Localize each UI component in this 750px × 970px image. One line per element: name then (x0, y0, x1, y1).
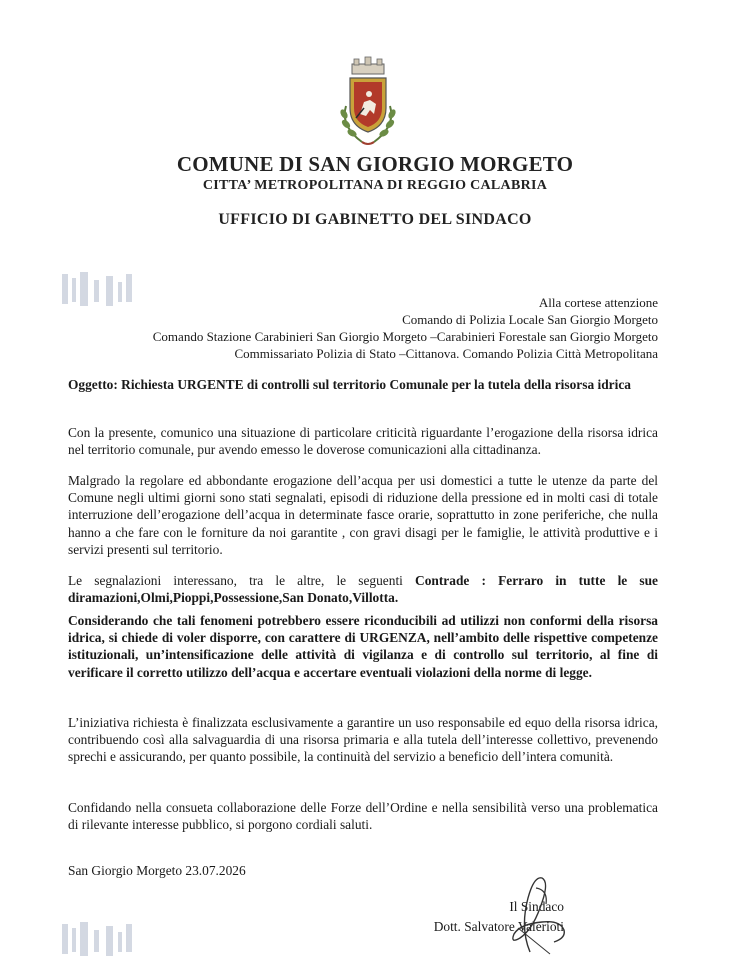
contrade-list: Contrade : Ferraro in tutte le sue diramazioni,Olmi,Pioppi,Possessione,San Donato,Villotta. (68, 573, 658, 606)
signature-name: Dott. Salvatore Valerioti (433, 919, 564, 934)
date-line: San Giorgio Morgeto 23.07.2026 (68, 863, 246, 878)
addressee-line: Comando Stazione Carabinieri San Giorgio Morgeto –Carabinieri Forestale san Giorgio Morgeto (152, 329, 658, 344)
citta-subtitle: CITTA’ METROPOLITANA DI REGGIO CALABRIA (202, 178, 548, 193)
request-paragraph: Considerando che tali fenomeni potrebbero essere riconducibili ad utilizzi non conformi della risorsa idrica, si chiede di voler disporre, con carattere di URGENZA, nell’ambito delle rispettive competenze istituzionali, un’intensificazione delle attività di vigilanza e di controllo sul territorio, al fine di verificare il corretto utilizzo dell’acqua e accertare eventuali violazioni della norme di legge. (68, 613, 658, 680)
paragraph: Con la presente, comunico una situazione di particolare criticità riguardante l’erogazione della risorsa idrica nel territorio comunale, pur avendo emesso le doverose comunicazioni alla cittadinanza. (68, 425, 658, 458)
comune-title: COMUNE DI SAN GIORGIO MORGETO (176, 152, 574, 176)
ufficio-title: UFFICIO DI GABINETTO DEL SINDACO (218, 211, 532, 228)
paragraph-text: Le segnalazioni interessano, tra le altre, le seguenti (68, 573, 416, 588)
faded-stamp-icon (58, 268, 140, 312)
paragraph: L’iniziativa richiesta è finalizzata esclusivamente a garantire un uso responsabile ed equo della risorsa idrica, contribuendo così alla salvaguardia di una risorsa primaria e alla tutela dell’interesse collettivo, prevenendo sprechi e assicurando, per quanto possibile, la continuità del servizio a beneficio dell’intera comunità. (68, 715, 658, 765)
addressee-block (153, 294, 658, 362)
subject-line: Oggetto: Richiesta URGENTE di controlli sul territorio Comunale per la tutela della risorsa idrica (68, 377, 631, 392)
paragraph: Malgrado la regolare ed abbondante erogazione dell’acqua per usi domestici a tutte le utenze da parte del Comune negli ultimi giorni sono stati segnalati, episodi di riduzione della pressione ed in molti casi di totale interruzione dell’erogazione dell’acqua in determinate fasce orarie, soprattutto in zone periferiche, che nulla hanno a che fare con le forniture da noi garantite , con gravi disagi per le famiglie, le attività produttive e i servizi presenti sul territorio. (68, 473, 658, 557)
closing-paragraph: Confidando nella consueta collaborazione delle Forze dell’Ordine e nella sensibilità verso una problematica di rilevante interesse pubblico, si porgono cordiali saluti. (68, 800, 658, 833)
faded-stamp-icon (58, 918, 140, 962)
handwritten-signature-icon (490, 868, 580, 956)
paragraph (68, 572, 658, 606)
addressee-line: Commissariato Polizia di Stato –Cittanova. Comando Polizia Città Metropolitana (234, 346, 658, 361)
signature-role: Il Sindaco (509, 899, 564, 914)
addressee-line: Comando di Polizia Locale San Giorgio Morgeto (402, 312, 658, 327)
municipal-crest-icon (334, 56, 402, 152)
addressee-line: Alla cortese attenzione (538, 295, 658, 310)
